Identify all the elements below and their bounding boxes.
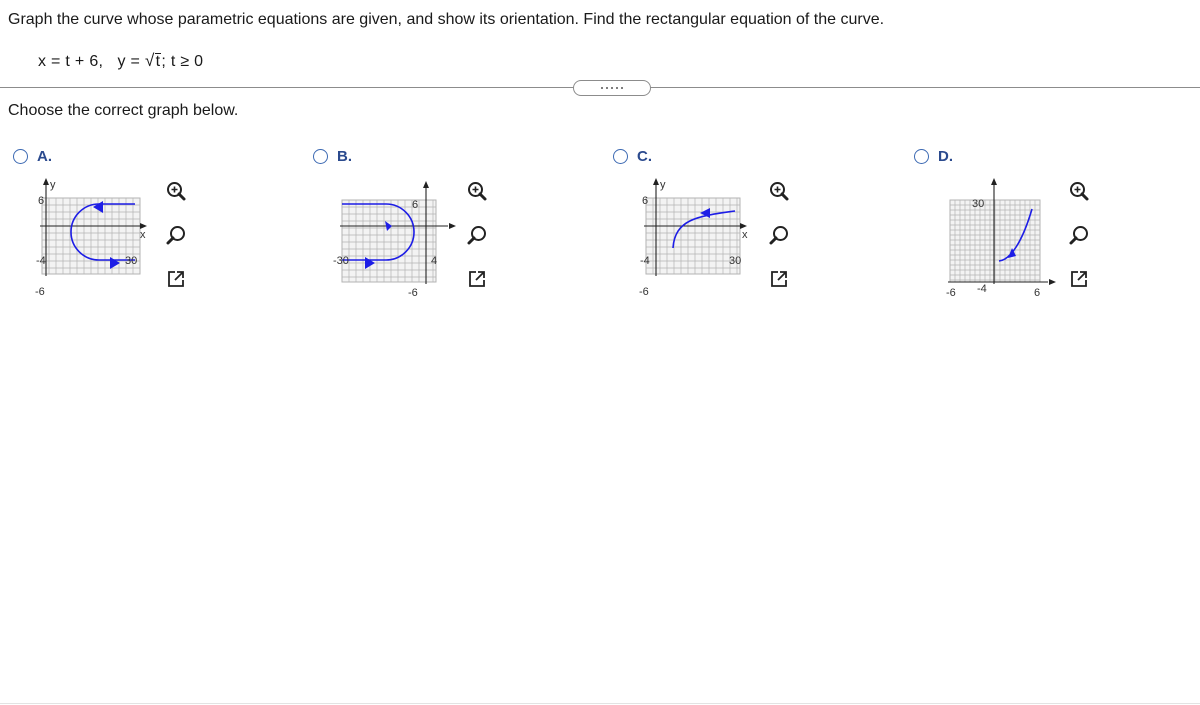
option-d-grid [948, 184, 1048, 284]
sqrt-symbol: √ [144, 51, 155, 70]
expand-icon [466, 268, 488, 290]
option-d-graph [930, 178, 1055, 298]
zoom-in-icon [1068, 180, 1090, 202]
option-a-y-arrowhead [43, 178, 49, 185]
option-d-zoom-in-button[interactable] [1068, 180, 1090, 202]
option-c-expand-button[interactable] [768, 268, 790, 290]
option-b-x-left-tick: -30 [333, 255, 349, 267]
expand-more-button[interactable] [573, 80, 651, 96]
question-text: Graph the curve whose parametric equations are given, and show its orientation. Find the rectangular equation of the curve. [8, 11, 885, 28]
option-a-x-left-tick: -4 [36, 255, 46, 267]
option-d-expand-button[interactable] [1068, 268, 1090, 290]
sqrt-radicand: t [155, 53, 161, 70]
option-a-x-axis-label: x [140, 229, 146, 241]
option-b-grid [340, 186, 448, 284]
option-b-radio[interactable] [313, 149, 328, 164]
option-b-y-arrowhead [423, 181, 429, 188]
option-c-x-axis-label: x [742, 229, 748, 241]
zoom-out-icon [466, 224, 488, 246]
option-d-x-right-tick: 6 [1034, 287, 1041, 299]
option-d-x-left-tick: -6 [946, 287, 956, 299]
option-c-zoom-in-button[interactable] [768, 180, 790, 202]
option-b-choice[interactable] [313, 148, 352, 165]
option-c-y-arrowhead [653, 178, 659, 185]
option-a-zoom-in-button[interactable] [165, 180, 187, 202]
expand-icon [1068, 268, 1090, 290]
option-c-grid [644, 184, 740, 276]
option-d-choice[interactable] [914, 148, 953, 165]
zoom-out-icon [1068, 224, 1090, 246]
option-d-x-arrowhead [1049, 279, 1056, 285]
zoom-out-icon [165, 224, 187, 246]
footer-divider [0, 703, 1200, 704]
option-d-y-bottom-tick: -4 [977, 283, 987, 295]
option-b-x-right-tick: 4 [431, 255, 438, 267]
answer-prompt: Choose the correct graph below. [8, 102, 239, 119]
option-a-letter: A. [37, 148, 52, 165]
option-b-graph [330, 178, 455, 298]
option-b-zoom-in-button[interactable] [466, 180, 488, 202]
option-a-x-right-tick: 30 [125, 255, 138, 267]
option-d-zoom-out-button[interactable] [1068, 224, 1090, 246]
option-a-expand-button[interactable] [165, 268, 187, 290]
option-a-choice[interactable] [13, 148, 52, 165]
option-a-graph [30, 178, 155, 298]
expand-icon [768, 268, 790, 290]
option-d-radio[interactable] [914, 149, 929, 164]
option-a-y-bottom-tick: -6 [35, 286, 45, 298]
zoom-in-icon [768, 180, 790, 202]
option-c-letter: C. [637, 148, 652, 165]
option-c-y-bottom-tick: -6 [639, 286, 649, 298]
expand-icon [165, 268, 187, 290]
option-b-zoom-out-button[interactable] [466, 224, 488, 246]
option-c-x-left-tick: -4 [640, 255, 650, 267]
option-c-x-right-tick: 30 [729, 255, 742, 267]
option-b-y-bottom-tick: -6 [408, 287, 418, 299]
option-b-y-top-tick: 6 [412, 199, 419, 211]
option-a-radio[interactable] [13, 149, 28, 164]
option-a-y-top-tick: 6 [38, 195, 45, 207]
parametric-equations [38, 51, 203, 71]
option-c-zoom-out-button[interactable] [768, 224, 790, 246]
option-b-expand-button[interactable] [466, 268, 488, 290]
option-c-choice[interactable] [613, 148, 652, 165]
option-a-zoom-out-button[interactable] [165, 224, 187, 246]
zoom-in-icon [165, 180, 187, 202]
option-d-y-top-tick: 30 [972, 198, 985, 210]
option-b-x-arrowhead [449, 223, 456, 229]
x-equation: x = t + 6, [38, 53, 104, 70]
option-c-y-top-tick: 6 [642, 195, 649, 207]
y-equation-prefix: y = [117, 53, 145, 70]
option-d-letter: D. [938, 148, 953, 165]
option-c-radio[interactable] [613, 149, 628, 164]
option-c-graph [630, 178, 755, 298]
zoom-in-icon [466, 180, 488, 202]
option-d-y-arrowhead [991, 178, 997, 185]
option-a-y-axis-label: y [50, 179, 56, 191]
zoom-out-icon [768, 224, 790, 246]
parameter-condition: ; t ≥ 0 [161, 53, 204, 70]
option-b-letter: B. [337, 148, 352, 165]
option-c-y-axis-label: y [660, 179, 666, 191]
